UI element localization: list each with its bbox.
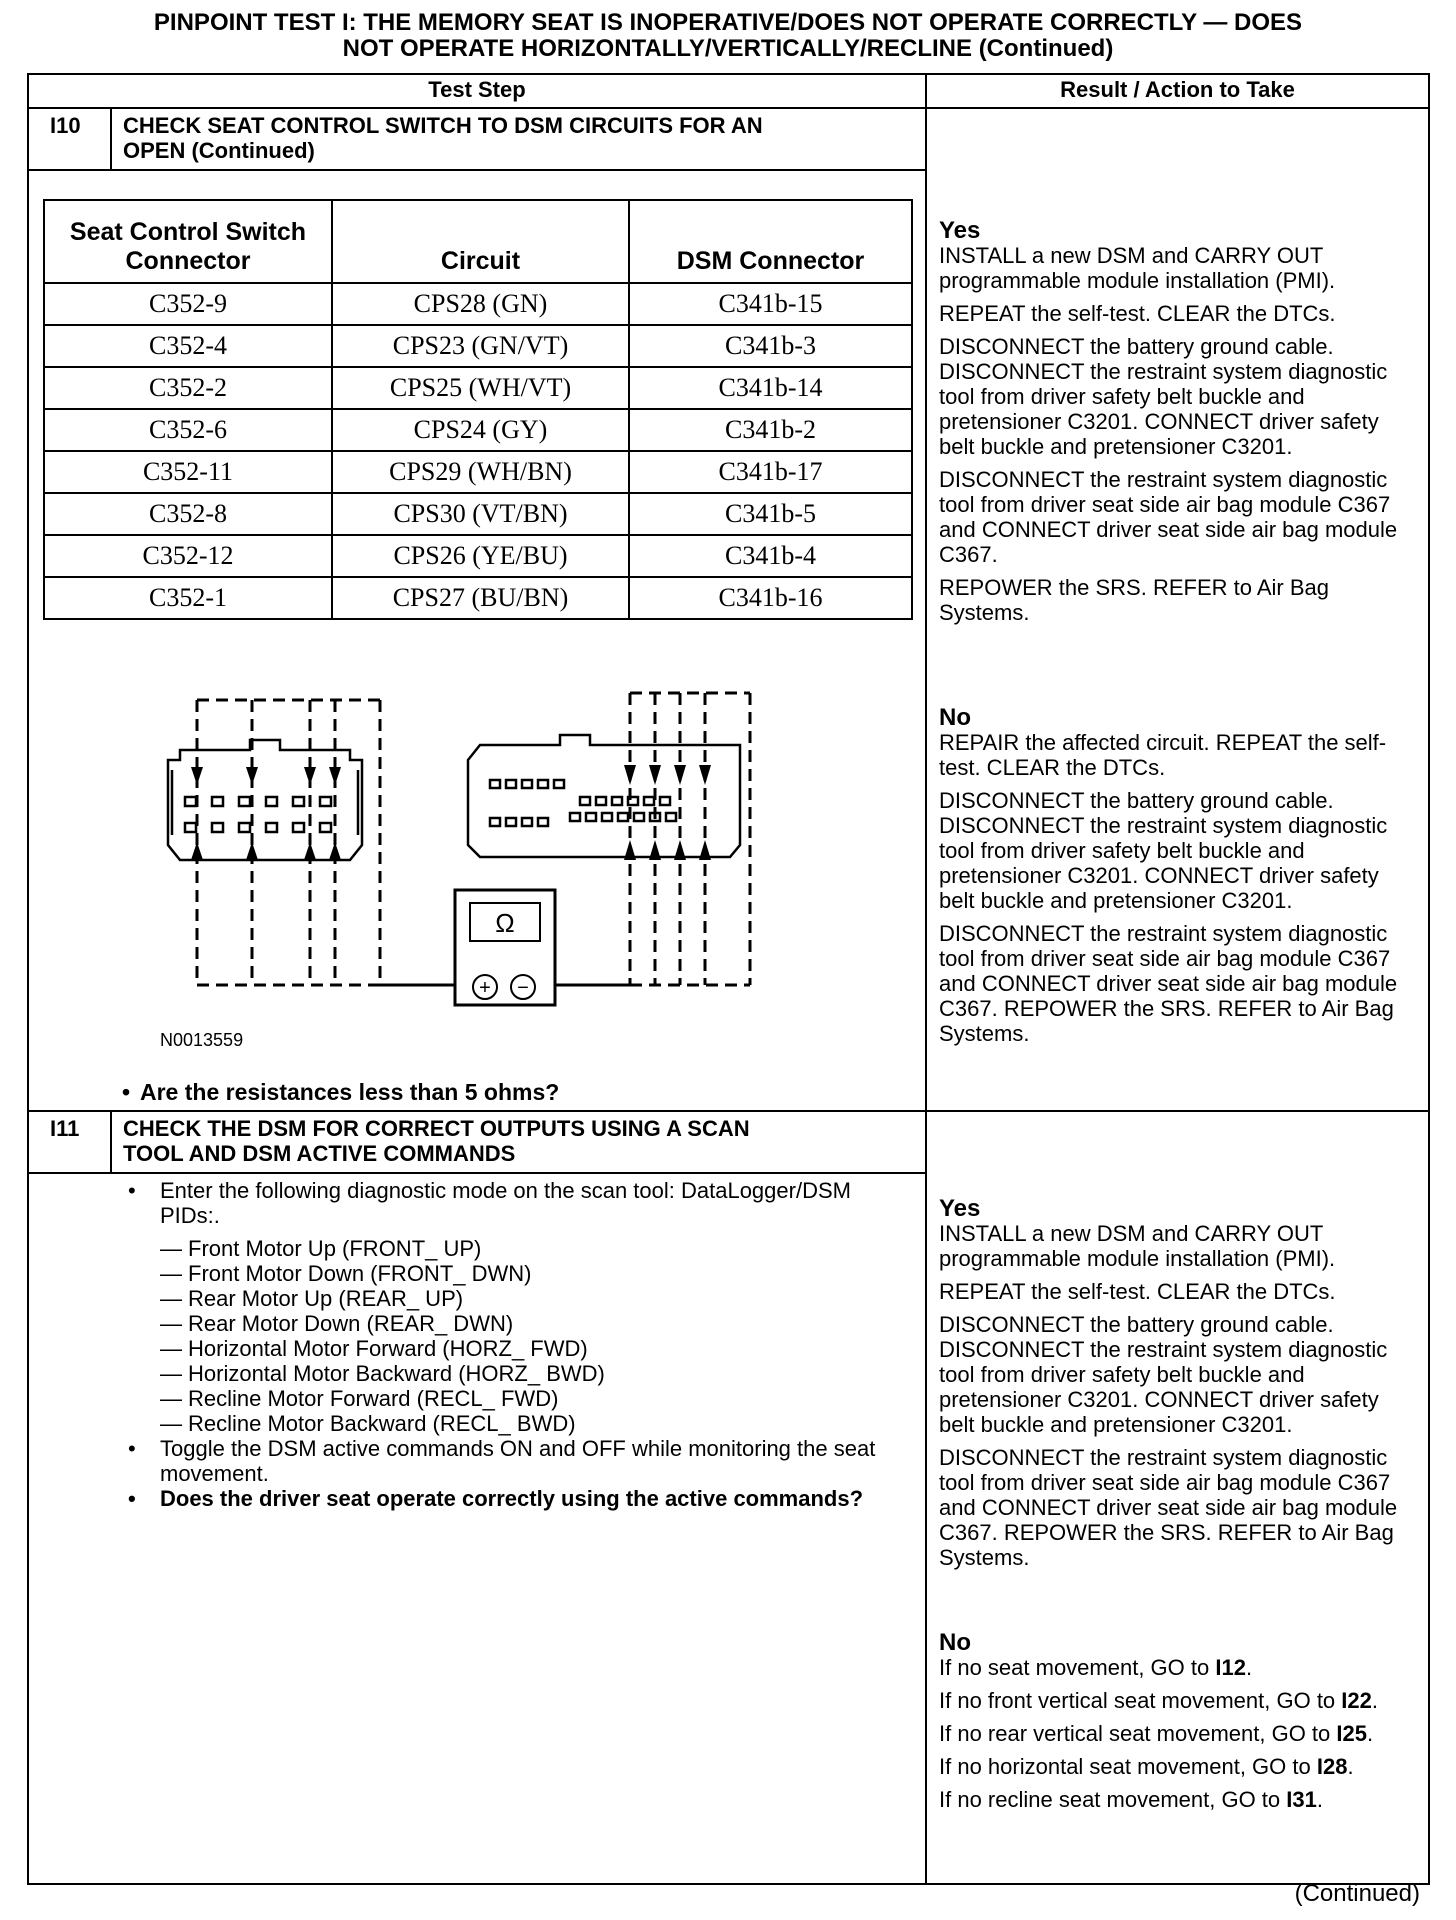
table-row — [44, 409, 912, 451]
wiring-diagram — [150, 685, 770, 1025]
step-i11-question: • Does the driver seat operate correctly using the active commands? — [108, 1486, 908, 1511]
title-line-2: NOT OPERATE HORIZONTALLY/VERTICALLY/RECLINE (Continued) — [342, 35, 1114, 62]
i11-result-no — [939, 1630, 1414, 1820]
no-condition — [939, 1754, 1414, 1779]
table-cell: C341b-17 — [629, 451, 912, 493]
step-ref-link[interactable]: I31 — [1286, 1787, 1317, 1812]
result-paragraph: DISCONNECT the battery ground cable. DISCONNECT the restraint system diagnostic tool from driver safety belt buckle and pretensioner C3201. CONNECT driver safety belt buckle and pretensioner C3201. — [939, 1312, 1388, 1437]
table-row — [44, 577, 912, 619]
ohm-symbol-icon: Ω — [495, 908, 515, 938]
table-cell: C352-6 — [44, 409, 332, 451]
no-label: No — [939, 704, 971, 731]
result-paragraph: INSTALL a new DSM and CARRY OUT programmable module installation (PMI). — [939, 1221, 1336, 1271]
header-test-step: Test Step — [428, 77, 526, 102]
pid-item: — Recline Motor Backward (RECL_ BWD) — [108, 1411, 908, 1436]
pid-item: — Rear Motor Down (REAR_ DWN) — [108, 1311, 908, 1336]
result-paragraph: DISCONNECT the battery ground cable. DISCONNECT the restraint system diagnostic tool from driver safety belt buckle and pretensioner C3201. CONNECT driver safety belt buckle and pretensioner C3201. — [939, 334, 1388, 459]
table-cell: CPS24 (GY) — [332, 409, 629, 451]
step-i10-question — [122, 1079, 910, 1106]
result-paragraph: INSTALL a new DSM and CARRY OUT programmable module installation (PMI). — [939, 243, 1336, 293]
i10-title-divider — [27, 169, 925, 171]
table-cell: C341b-14 — [629, 367, 912, 409]
period: . — [1245, 1655, 1253, 1680]
continued-label: (Continued) — [1294, 1880, 1420, 1907]
step-title-i11 — [123, 1116, 913, 1166]
table-cell: CPS30 (VT/BN) — [332, 493, 629, 535]
i10-result-no — [939, 705, 1414, 1054]
no-condition — [939, 1721, 1414, 1746]
condition-text: If no seat movement, GO to — [939, 1655, 1216, 1680]
page-title — [28, 10, 1428, 62]
table-row — [44, 535, 912, 577]
condition-text: If no front vertical seat movement, GO to — [939, 1688, 1342, 1713]
period: . — [1371, 1688, 1378, 1713]
table-cell: C341b-15 — [629, 283, 912, 325]
table-cell: CPS26 (YE/BU) — [332, 535, 629, 577]
col-seat-switch-connector: Seat Control Switch Connector — [44, 200, 332, 283]
pid-item: — Front Motor Down (FRONT_ DWN) — [108, 1261, 908, 1286]
table-cell: C352-11 — [44, 451, 332, 493]
table-cell: CPS28 (GN) — [332, 283, 629, 325]
table-cell: C352-8 — [44, 493, 332, 535]
condition-text: If no rear vertical seat movement, GO to — [939, 1721, 1337, 1746]
i11-number-divider — [110, 1110, 112, 1172]
header-result: Result / Action to Take — [1060, 77, 1295, 102]
pid-item: — Front Motor Up (FRONT_ UP) — [108, 1236, 908, 1261]
table-cell: C352-1 — [44, 577, 332, 619]
table-cell: CPS23 (GN/VT) — [332, 325, 629, 367]
column-divider — [925, 73, 927, 1885]
step-title-i10-line1: CHECK SEAT CONTROL SWITCH TO DSM CIRCUITS FOR AN — [123, 113, 763, 138]
step-title-i10-line2: OPEN (Continued) — [123, 138, 315, 163]
result-paragraph: REPEAT the self-test. CLEAR the DTCs. — [939, 301, 1336, 326]
table-row — [44, 451, 912, 493]
condition-text: If no horizontal seat movement, GO to — [939, 1754, 1317, 1779]
table-cell: C352-4 — [44, 325, 332, 367]
step-divider — [27, 1110, 1430, 1112]
result-paragraph: DISCONNECT the restraint system diagnostic tool from driver seat side air bag module C367 and CONNECT driver seat side air bag module C367. REPOWER the SRS. REFER to Air Bag Systems. — [939, 921, 1398, 1046]
table-cell: C341b-2 — [629, 409, 912, 451]
table-cell: C352-9 — [44, 283, 332, 325]
pid-item: — Horizontal Motor Backward (HORZ_ BWD) — [108, 1361, 908, 1386]
step-number-i11: I11 — [50, 1116, 80, 1141]
figure-id: N0013559 — [160, 1030, 244, 1050]
pid-item: — Recline Motor Forward (RECL_ FWD) — [108, 1386, 908, 1411]
title-line-1: PINPOINT TEST I: THE MEMORY SEAT IS INOPERATIVE/DOES NOT OPERATE CORRECTLY — DOES — [153, 9, 1303, 36]
no-condition — [939, 1787, 1414, 1812]
step-i11-instructions — [108, 1178, 908, 1511]
header-divider — [27, 107, 1430, 109]
result-paragraph: REPAIR the affected circuit. REPEAT the self-test. CLEAR the DTCs. — [939, 730, 1387, 780]
col-circuit: Circuit — [332, 200, 629, 283]
period: . — [1347, 1754, 1354, 1779]
step-title-i10 — [123, 113, 913, 163]
table-cell: C352-2 — [44, 367, 332, 409]
table-cell: CPS27 (BU/BN) — [332, 577, 629, 619]
table-row — [44, 367, 912, 409]
yes-label: Yes — [939, 217, 981, 244]
pid-item: — Rear Motor Up (REAR_ UP) — [108, 1286, 908, 1311]
ohmmeter — [455, 890, 555, 1005]
circuit-table-header-row — [44, 200, 912, 283]
table-cell: C341b-4 — [629, 535, 912, 577]
minus-terminal-icon: − — [517, 977, 529, 999]
instruction-bullet: • Toggle the DSM active commands ON and OFF while monitoring the seat movement. — [108, 1436, 908, 1486]
table-cell: C352-12 — [44, 535, 332, 577]
i11-result-yes — [939, 1196, 1414, 1578]
question-text: Are the resistances less than 5 ohms? — [140, 1079, 560, 1105]
col-dsm-connector: DSM Connector — [629, 200, 912, 283]
step-ref-link[interactable]: I28 — [1316, 1754, 1348, 1779]
i10-number-divider — [110, 107, 112, 169]
table-cell: C341b-16 — [629, 577, 912, 619]
table-cell: C341b-3 — [629, 325, 912, 367]
table-row — [44, 493, 912, 535]
no-condition — [939, 1688, 1414, 1713]
table-row — [44, 325, 912, 367]
i11-title-divider — [27, 1172, 925, 1174]
table-cell: C341b-5 — [629, 493, 912, 535]
step-ref-link[interactable]: I22 — [1341, 1688, 1372, 1713]
result-paragraph: DISCONNECT the restraint system diagnostic tool from driver seat side air bag module C367 and CONNECT driver seat side air bag module C367. — [939, 467, 1398, 567]
step-title-i11-line2: TOOL AND DSM ACTIVE COMMANDS — [123, 1141, 516, 1166]
condition-text: If no recline seat movement, GO to — [939, 1787, 1287, 1812]
result-paragraph: DISCONNECT the battery ground cable. DISCONNECT the restraint system diagnostic tool from driver safety belt buckle and pretensioner C3201. CONNECT driver safety belt buckle and pretensioner C3201. — [939, 788, 1388, 913]
step-ref-link[interactable]: I12 — [1215, 1655, 1246, 1680]
yes-label: Yes — [939, 1195, 981, 1222]
no-condition — [939, 1655, 1414, 1680]
instruction-bullet: • Enter the following diagnostic mode on the scan tool: DataLogger/DSM PIDs:. — [108, 1178, 908, 1228]
result-paragraph: REPEAT the self-test. CLEAR the DTCs. — [939, 1279, 1336, 1304]
period: . — [1366, 1721, 1374, 1746]
bullet-icon: • — [122, 1079, 131, 1105]
dsm-connector — [468, 735, 740, 857]
table-cell: CPS29 (WH/BN) — [332, 451, 629, 493]
result-paragraph: DISCONNECT the restraint system diagnostic tool from driver seat side air bag module C367 and CONNECT driver seat side air bag module C367. REPOWER the SRS. REFER to Air Bag Systems. — [939, 1445, 1398, 1570]
i10-result-yes — [939, 218, 1414, 633]
circuit-table — [43, 199, 913, 620]
step-number-i10: I10 — [50, 113, 81, 138]
result-paragraph: REPOWER the SRS. REFER to Air Bag Systems. — [939, 575, 1330, 625]
plus-terminal-icon: + — [479, 977, 491, 999]
step-ref-link[interactable]: I25 — [1336, 1721, 1367, 1746]
table-row — [44, 283, 912, 325]
pid-item: — Horizontal Motor Forward (HORZ_ FWD) — [108, 1336, 908, 1361]
step-title-i11-line1: CHECK THE DSM FOR CORRECT OUTPUTS USING A SCAN — [123, 1116, 750, 1141]
period: . — [1316, 1787, 1323, 1812]
no-label: No — [939, 1629, 971, 1656]
table-cell: CPS25 (WH/VT) — [332, 367, 629, 409]
